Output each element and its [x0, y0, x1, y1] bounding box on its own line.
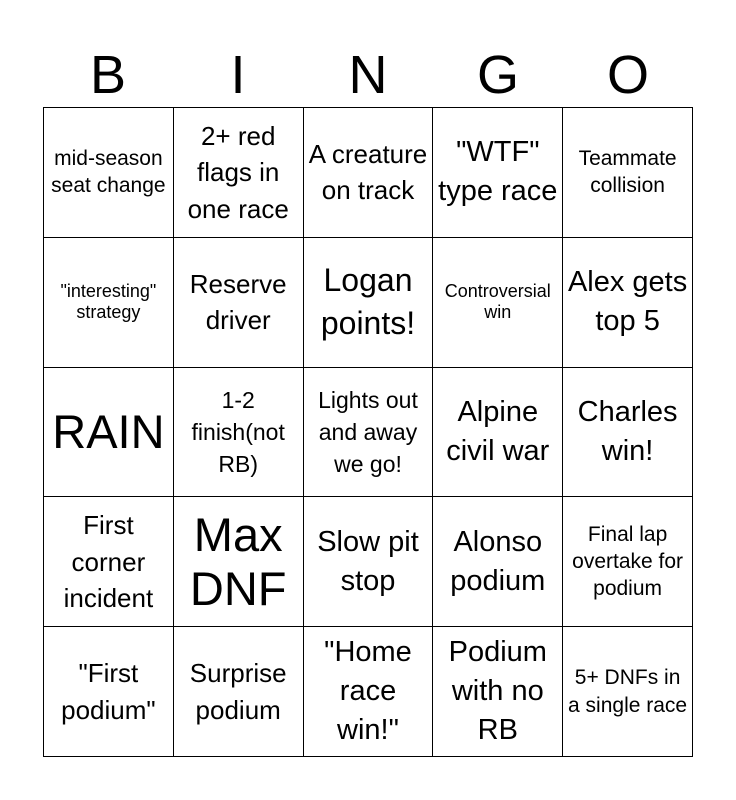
bingo-cell[interactable] [304, 108, 434, 238]
cell-text: Teammate collision [578, 147, 677, 198]
bingo-cell[interactable] [433, 497, 563, 627]
header-letter-g: G [476, 45, 519, 105]
bingo-cell[interactable] [174, 497, 304, 627]
cell-text: "WTF" type race [438, 136, 558, 208]
bingo-cell[interactable] [563, 368, 693, 498]
cell-text: Lights out and away we go! [318, 386, 418, 478]
bingo-cell[interactable] [174, 368, 304, 498]
bingo-cell[interactable] [44, 627, 174, 757]
bingo-cell[interactable] [44, 238, 174, 368]
bingo-cell[interactable] [304, 368, 434, 498]
cell-text: Controversial win [444, 280, 551, 323]
bingo-cell[interactable] [174, 238, 304, 368]
bingo-cell[interactable] [44, 368, 174, 498]
cell-text: Alpine civil war [446, 395, 550, 467]
cell-text: Slow pit stop [317, 525, 419, 597]
bingo-cell[interactable] [563, 627, 693, 757]
cell-text: 2+ red flags in one race [187, 120, 289, 224]
cell-text: Alex gets top 5 [567, 266, 688, 338]
cell-text: Reserve driver [189, 268, 287, 336]
bingo-cell[interactable] [563, 497, 693, 627]
bingo-cell[interactable] [433, 627, 563, 757]
cell-text: RAIN [52, 404, 165, 458]
bingo-cell[interactable] [563, 238, 693, 368]
cell-text: Final lap overtake for podium [572, 522, 684, 601]
bingo-cell[interactable] [174, 108, 304, 238]
cell-text: 5+ DNFs in a single race [568, 666, 688, 717]
bingo-cell[interactable] [304, 627, 434, 757]
cell-text: Max DNF [189, 507, 287, 615]
bingo-cell[interactable] [44, 497, 174, 627]
bingo-cell[interactable] [304, 497, 434, 627]
cell-text: "Home race win!" [324, 635, 412, 747]
cell-text: mid-season seat change [51, 147, 166, 198]
cell-text: First corner incident [63, 510, 154, 613]
cell-text: A creature on track [308, 139, 428, 206]
header-letter-i: I [230, 45, 246, 105]
cell-text: Charles win! [577, 395, 678, 467]
bingo-header [43, 44, 693, 106]
header-letter-o: O [606, 45, 649, 105]
cell-text: "First podium" [61, 658, 156, 725]
bingo-cell[interactable] [304, 238, 434, 368]
header-letter-n: N [348, 45, 388, 105]
cell-text: 1-2 finish(not RB) [191, 386, 285, 478]
bingo-cell[interactable] [433, 238, 563, 368]
bingo-cell[interactable] [44, 108, 174, 238]
cell-text: Podium with no RB [448, 635, 547, 747]
bingo-cell[interactable] [174, 627, 304, 757]
bingo-cell[interactable] [433, 368, 563, 498]
cell-text: Alonso podium [450, 525, 546, 597]
header-letter-b: B [89, 45, 127, 105]
cell-text: Logan points! [320, 262, 416, 342]
bingo-grid [43, 107, 693, 757]
cell-text: Surprise podium [189, 658, 287, 725]
bingo-cell[interactable] [433, 108, 563, 238]
bingo-cell[interactable] [563, 108, 693, 238]
cell-text: "interesting" strategy [60, 280, 157, 323]
